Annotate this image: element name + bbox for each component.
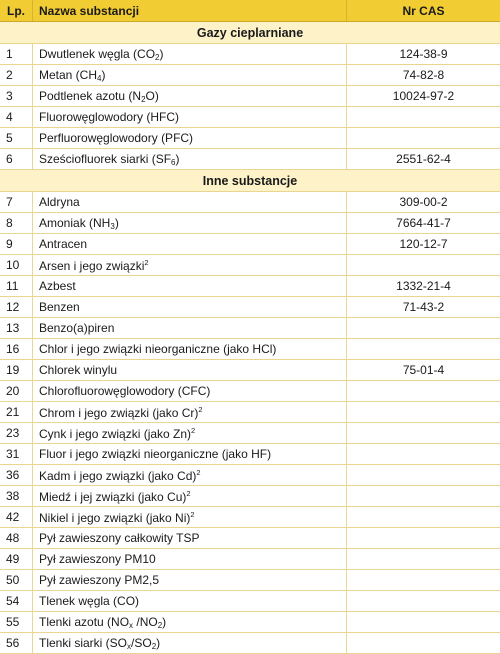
row-name-name: Sześciofluorek siarki (SF	[39, 151, 172, 166]
header-cas: Nr CAS	[402, 3, 445, 18]
row-name-tail: )	[175, 151, 180, 166]
row-cas	[347, 255, 500, 275]
row-lp: 12	[0, 297, 33, 317]
row-name-name: Amoniak (NH	[39, 215, 111, 230]
row-name	[33, 86, 347, 106]
row-name-sup: 2	[191, 425, 196, 435]
row-cas: 71-43-2	[402, 300, 445, 314]
row-name	[33, 318, 347, 338]
row-name-tail: /NO	[133, 614, 158, 629]
row-name-tail2: )	[162, 614, 167, 629]
row-name-sup: 2	[196, 467, 201, 477]
row-lp: 4	[0, 107, 33, 127]
table-row	[0, 234, 500, 255]
section-title: Inne substancje	[0, 170, 500, 192]
row-lp: 8	[0, 213, 33, 233]
row-name-name: Benzen	[39, 300, 80, 314]
row-cas	[347, 128, 500, 148]
row-name-sup: 2	[186, 488, 191, 498]
row-name	[33, 423, 347, 443]
row-lp: 21	[0, 402, 33, 422]
row-cas: 75-01-4	[402, 363, 445, 377]
row-name-name: Podtlenek azotu (N	[39, 88, 142, 103]
table-row	[0, 128, 500, 149]
row-lp: 23	[0, 423, 33, 443]
row-cas	[347, 591, 500, 611]
table-body	[0, 22, 500, 654]
row-name	[33, 612, 347, 632]
row-name-sub2: 2	[151, 641, 157, 651]
table-row	[0, 591, 500, 612]
row-cas	[347, 444, 500, 464]
row-lp: 50	[0, 570, 33, 590]
table-row	[0, 612, 500, 633]
row-name	[33, 549, 347, 569]
row-lp: 9	[0, 234, 33, 254]
section-title: Gazy cieplarniane	[0, 22, 500, 44]
row-lp: 7	[0, 192, 33, 212]
row-name-name: Nikiel i jego związki (jako Ni)	[39, 510, 191, 525]
row-lp: 56	[0, 633, 33, 653]
row-name	[33, 107, 347, 127]
row-lp: 54	[0, 591, 33, 611]
row-name-sup: 2	[198, 404, 203, 414]
row-lp: 10	[0, 255, 33, 275]
row-cas	[347, 570, 500, 590]
row-lp: 36	[0, 465, 33, 485]
table-row	[0, 318, 500, 339]
table-row	[0, 570, 500, 591]
row-name-sub: x	[127, 641, 132, 651]
row-lp: 5	[0, 128, 33, 148]
row-lp: 49	[0, 549, 33, 569]
table-row	[0, 465, 500, 486]
row-name	[33, 128, 347, 148]
row-cas	[347, 612, 500, 632]
row-cas	[347, 318, 500, 338]
row-name	[33, 486, 347, 506]
row-name-name: Metan (CH	[39, 67, 98, 82]
row-name-name: Chrom i jego związki (jako Cr)	[39, 405, 199, 420]
row-name	[33, 507, 347, 527]
row-name-sub: 2	[141, 94, 146, 104]
row-cas: 2551-62-4	[396, 152, 451, 166]
table-row	[0, 65, 500, 86]
row-name	[33, 297, 347, 317]
row-cas: 74-82-8	[402, 68, 445, 82]
row-name-sub: 6	[171, 157, 176, 167]
row-name-tail2: )	[156, 635, 161, 650]
row-lp: 2	[0, 65, 33, 85]
table-row	[0, 192, 500, 213]
row-name-tail: O)	[145, 88, 159, 103]
row-name	[33, 528, 347, 548]
row-name	[33, 465, 347, 485]
row-cas	[347, 402, 500, 422]
row-name-name: Benzo(a)piren	[39, 321, 115, 335]
row-lp: 19	[0, 360, 33, 380]
table-row	[0, 297, 500, 318]
table-row	[0, 402, 500, 423]
row-name-sub: 3	[110, 221, 115, 231]
row-cas	[347, 549, 500, 569]
row-name	[33, 360, 347, 380]
row-name	[33, 444, 347, 464]
row-name-name: Kadm i jego związki (jako Cd)	[39, 468, 197, 483]
table-row	[0, 444, 500, 465]
row-name	[33, 591, 347, 611]
row-cas: 7664-41-7	[396, 216, 451, 230]
row-name-name: Antracen	[39, 237, 88, 251]
row-name	[33, 192, 347, 212]
row-lp: 31	[0, 444, 33, 464]
row-lp: 20	[0, 381, 33, 401]
header-name: Nazwa substancji	[33, 0, 347, 21]
row-name	[33, 213, 347, 233]
row-name-name: Fluor i jego związki nieorganiczne (jako HF)	[39, 447, 272, 461]
row-name-name: Tlenki azotu (NO	[39, 614, 130, 629]
row-cas	[347, 339, 500, 359]
table-row	[0, 149, 500, 170]
row-cas	[347, 633, 500, 653]
table-row	[0, 423, 500, 444]
row-name	[33, 633, 347, 653]
row-name	[33, 44, 347, 64]
row-name-sup: 2	[190, 509, 195, 519]
row-name-name: Dwutlenek węgla (CO	[39, 46, 156, 61]
row-name	[33, 149, 347, 169]
row-name-sub2: 2	[157, 620, 163, 630]
row-cas	[347, 486, 500, 506]
table-row	[0, 255, 500, 276]
row-lp: 1	[0, 44, 33, 64]
row-cas	[347, 423, 500, 443]
table-row	[0, 339, 500, 360]
table-row	[0, 528, 500, 549]
table-row	[0, 381, 500, 402]
row-name-name: Azbest	[39, 279, 76, 293]
row-cas	[347, 381, 500, 401]
row-cas	[347, 528, 500, 548]
row-cas: 120-12-7	[399, 237, 448, 251]
row-name	[33, 276, 347, 296]
row-lp: 55	[0, 612, 33, 632]
row-name-name: Tlenek węgla (CO)	[39, 594, 140, 608]
row-name	[33, 570, 347, 590]
table-row	[0, 549, 500, 570]
row-name-sub: x	[129, 620, 134, 630]
row-lp: 3	[0, 86, 33, 106]
row-name-name: Chlorek winylu	[39, 363, 118, 377]
row-name-tail: )	[114, 215, 119, 230]
row-name	[33, 402, 347, 422]
row-cas: 124-38-9	[399, 47, 448, 61]
row-name-name: Arsen i jego związki	[39, 258, 145, 273]
row-lp: 38	[0, 486, 33, 506]
row-name-sub: 2	[155, 52, 160, 62]
table-row	[0, 86, 500, 107]
table-row	[0, 486, 500, 507]
row-lp: 6	[0, 149, 33, 169]
row-name	[33, 234, 347, 254]
row-name-name: Pył zawieszony PM2,5	[39, 573, 160, 587]
row-name-name: Chlorofluorowęglowodory (CFC)	[39, 384, 211, 398]
row-name	[33, 65, 347, 85]
row-cas	[347, 507, 500, 527]
row-cas: 309-00-2	[399, 195, 448, 209]
table-row	[0, 360, 500, 381]
table-row	[0, 633, 500, 654]
row-name-name: Fluorowęglowodory (HFC)	[39, 110, 180, 124]
row-cas	[347, 107, 500, 127]
row-name-tail: )	[159, 46, 164, 61]
row-name-tail: /SO	[131, 635, 152, 650]
row-name-sub: 4	[97, 73, 102, 83]
row-cas: 10024-97-2	[392, 89, 455, 103]
table-row	[0, 276, 500, 297]
row-name-name: Tlenki siarki (SO	[39, 635, 128, 650]
header-lp: Lp.	[0, 0, 33, 21]
row-name-sup: 2	[144, 257, 149, 267]
table-row	[0, 507, 500, 528]
row-lp: 42	[0, 507, 33, 527]
row-cas	[347, 465, 500, 485]
row-name-name: Perfluorowęglowodory (PFC)	[39, 131, 194, 145]
row-cas: 1332-21-4	[396, 279, 451, 293]
row-lp: 11	[0, 276, 33, 296]
table-header	[0, 0, 500, 22]
row-name	[33, 339, 347, 359]
row-name-name: Cynk i jego związki (jako Zn)	[39, 426, 192, 441]
row-lp: 48	[0, 528, 33, 548]
row-lp: 13	[0, 318, 33, 338]
row-name-name: Aldryna	[39, 195, 80, 209]
row-name	[33, 255, 347, 275]
row-lp: 16	[0, 339, 33, 359]
row-name-name: Pył zawieszony PM10	[39, 552, 156, 566]
row-name-name: Chlor i jego związki nieorganiczne (jako HCl)	[39, 342, 277, 356]
table-row	[0, 44, 500, 65]
row-name	[33, 381, 347, 401]
table-row	[0, 107, 500, 128]
row-name-name: Pył zawieszony całkowity TSP	[39, 531, 200, 545]
row-name-tail: )	[101, 67, 106, 82]
table-row	[0, 213, 500, 234]
row-name-name: Miedź i jej związki (jako Cu)	[39, 489, 187, 504]
